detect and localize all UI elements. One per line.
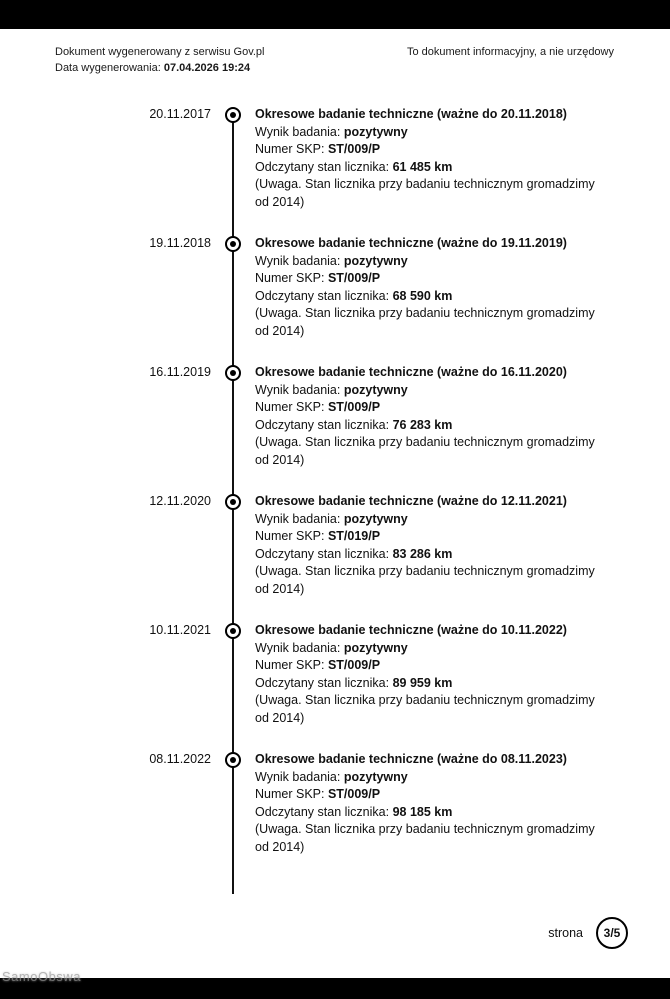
inspection-details <box>255 493 600 598</box>
inspection-odometer-line <box>255 804 600 822</box>
result-value: pozytywny <box>343 640 408 655</box>
inspection-entry <box>0 364 670 469</box>
inspection-details <box>255 235 600 340</box>
timeline-marker-icon <box>225 365 241 381</box>
inspection-title: Okresowe badanie techniczne (ważne do 19.11.2019) <box>255 236 567 250</box>
document-header <box>55 44 614 76</box>
inspection-details <box>255 751 600 856</box>
skp-value: ST/009/P <box>327 142 381 156</box>
inspection-odometer-line <box>255 288 600 306</box>
odometer-label: Odczytany stan licznika: <box>255 288 390 303</box>
page-label: strona <box>548 926 583 940</box>
skp-value: ST/009/P <box>327 658 381 672</box>
result-value: pozytywny <box>343 124 408 139</box>
result-value: pozytywny <box>343 382 408 397</box>
odometer-value: 61 485 km <box>392 159 453 174</box>
timeline-marker-icon <box>225 752 241 768</box>
timeline-marker-icon <box>225 623 241 639</box>
skp-label: Numer SKP: <box>255 400 325 414</box>
result-label: Wynik badania: <box>255 124 341 139</box>
inspection-date: 12.11.2020 <box>149 494 211 508</box>
timeline-entries <box>0 106 670 856</box>
inspection-skp-line <box>255 270 600 288</box>
inspection-entry <box>0 493 670 598</box>
skp-label: Numer SKP: <box>255 787 325 801</box>
result-value: pozytywny <box>343 253 408 268</box>
inspection-note: (Uwaga. Stan licznika przy badaniu technicznym gromadzimy od 2014) <box>255 822 595 854</box>
header-right-block <box>407 44 614 60</box>
result-label: Wynik badania: <box>255 511 341 526</box>
skp-label: Numer SKP: <box>255 142 325 156</box>
inspection-result-line <box>255 769 600 787</box>
inspection-date: 20.11.2017 <box>149 107 211 121</box>
disclaimer-text: To dokument informacyjny, a nie urzędowy <box>406 46 614 58</box>
inspection-result-line <box>255 124 600 142</box>
timeline-marker-column <box>211 106 255 123</box>
inspection-result-line <box>255 511 600 529</box>
result-label: Wynik badania: <box>255 382 341 397</box>
odometer-value: 68 590 km <box>392 288 453 303</box>
timeline-marker-column <box>211 493 255 510</box>
top-black-bar <box>0 0 670 29</box>
timeline-marker-column <box>211 235 255 252</box>
timeline-marker-dot <box>230 628 236 634</box>
inspection-odometer-line <box>255 159 600 177</box>
inspection-date: 19.11.2018 <box>149 236 211 250</box>
timeline-marker-column <box>211 622 255 639</box>
inspection-title: Okresowe badanie techniczne (ważne do 20.11.2018) <box>255 107 567 121</box>
timeline-marker-column <box>211 364 255 381</box>
inspection-entry <box>0 622 670 727</box>
inspection-result-line <box>255 382 600 400</box>
inspection-details <box>255 622 600 727</box>
generation-date-value: 07.04.2026 19:24 <box>163 62 251 74</box>
timeline-marker-dot <box>230 757 236 763</box>
inspection-details <box>255 364 600 469</box>
timeline-marker-icon <box>225 236 241 252</box>
header-left-block <box>55 44 265 76</box>
inspection-note: (Uwaga. Stan licznika przy badaniu technicznym gromadzimy od 2014) <box>255 693 595 725</box>
skp-value: ST/019/P <box>327 529 381 543</box>
inspection-timeline <box>0 106 670 880</box>
timeline-marker-dot <box>230 370 236 376</box>
inspection-skp-line <box>255 528 600 546</box>
skp-value: ST/009/P <box>327 787 381 801</box>
inspection-details <box>255 106 600 211</box>
inspection-result-line <box>255 640 600 658</box>
odometer-value: 98 185 km <box>392 804 453 819</box>
odometer-label: Odczytany stan licznika: <box>255 159 390 174</box>
inspection-skp-line <box>255 141 600 159</box>
generation-date-line <box>55 60 265 76</box>
skp-value: ST/009/P <box>327 400 381 414</box>
odometer-value: 83 286 km <box>392 546 453 561</box>
result-value: pozytywny <box>343 511 408 526</box>
skp-label: Numer SKP: <box>255 658 325 672</box>
inspection-skp-line <box>255 657 600 675</box>
inspection-odometer-line <box>255 546 600 564</box>
inspection-title: Okresowe badanie techniczne (ważne do 08.11.2023) <box>255 752 567 766</box>
generation-date-label: Data wygenerowania: <box>55 62 161 74</box>
result-label: Wynik badania: <box>255 640 341 655</box>
inspection-date: 10.11.2021 <box>149 623 211 637</box>
inspection-entry <box>0 235 670 340</box>
watermark-text: SamoObswa <box>2 969 81 984</box>
inspection-title: Okresowe badanie techniczne (ważne do 16.11.2020) <box>255 365 567 379</box>
odometer-label: Odczytany stan licznika: <box>255 417 390 432</box>
inspection-entry <box>0 106 670 211</box>
inspection-note: (Uwaga. Stan licznika przy badaniu technicznym gromadzimy od 2014) <box>255 435 595 467</box>
inspection-skp-line <box>255 786 600 804</box>
inspection-date: 08.11.2022 <box>149 752 211 766</box>
bottom-black-bar <box>0 978 670 999</box>
odometer-label: Odczytany stan licznika: <box>255 675 390 690</box>
result-label: Wynik badania: <box>255 253 341 268</box>
inspection-skp-line <box>255 399 600 417</box>
result-value: pozytywny <box>343 769 408 784</box>
inspection-odometer-line <box>255 675 600 693</box>
result-label: Wynik badania: <box>255 769 341 784</box>
page-footer <box>548 917 628 949</box>
inspection-note: (Uwaga. Stan licznika przy badaniu technicznym gromadzimy od 2014) <box>255 564 595 596</box>
inspection-note: (Uwaga. Stan licznika przy badaniu technicznym gromadzimy od 2014) <box>255 306 595 338</box>
inspection-title: Okresowe badanie techniczne (ważne do 10.11.2022) <box>255 623 567 637</box>
inspection-result-line <box>255 253 600 271</box>
skp-label: Numer SKP: <box>255 271 325 285</box>
page-number-badge: 3/5 <box>596 917 628 949</box>
skp-value: ST/009/P <box>327 271 381 285</box>
timeline-marker-dot <box>230 499 236 505</box>
inspection-entry <box>0 751 670 856</box>
odometer-value: 89 959 km <box>392 675 453 690</box>
timeline-marker-column <box>211 751 255 768</box>
odometer-value: 76 283 km <box>392 417 453 432</box>
inspection-title: Okresowe badanie techniczne (ważne do 12.11.2021) <box>255 494 567 508</box>
inspection-odometer-line <box>255 417 600 435</box>
inspection-note: (Uwaga. Stan licznika przy badaniu technicznym gromadzimy od 2014) <box>255 177 595 209</box>
timeline-marker-dot <box>230 241 236 247</box>
inspection-date: 16.11.2019 <box>149 365 211 379</box>
timeline-marker-icon <box>225 494 241 510</box>
odometer-label: Odczytany stan licznika: <box>255 804 390 819</box>
timeline-marker-dot <box>230 112 236 118</box>
generated-from-line: Dokument wygenerowany z serwisu Gov.pl <box>55 46 265 58</box>
odometer-label: Odczytany stan licznika: <box>255 546 390 561</box>
timeline-marker-icon <box>225 107 241 123</box>
skp-label: Numer SKP: <box>255 529 325 543</box>
